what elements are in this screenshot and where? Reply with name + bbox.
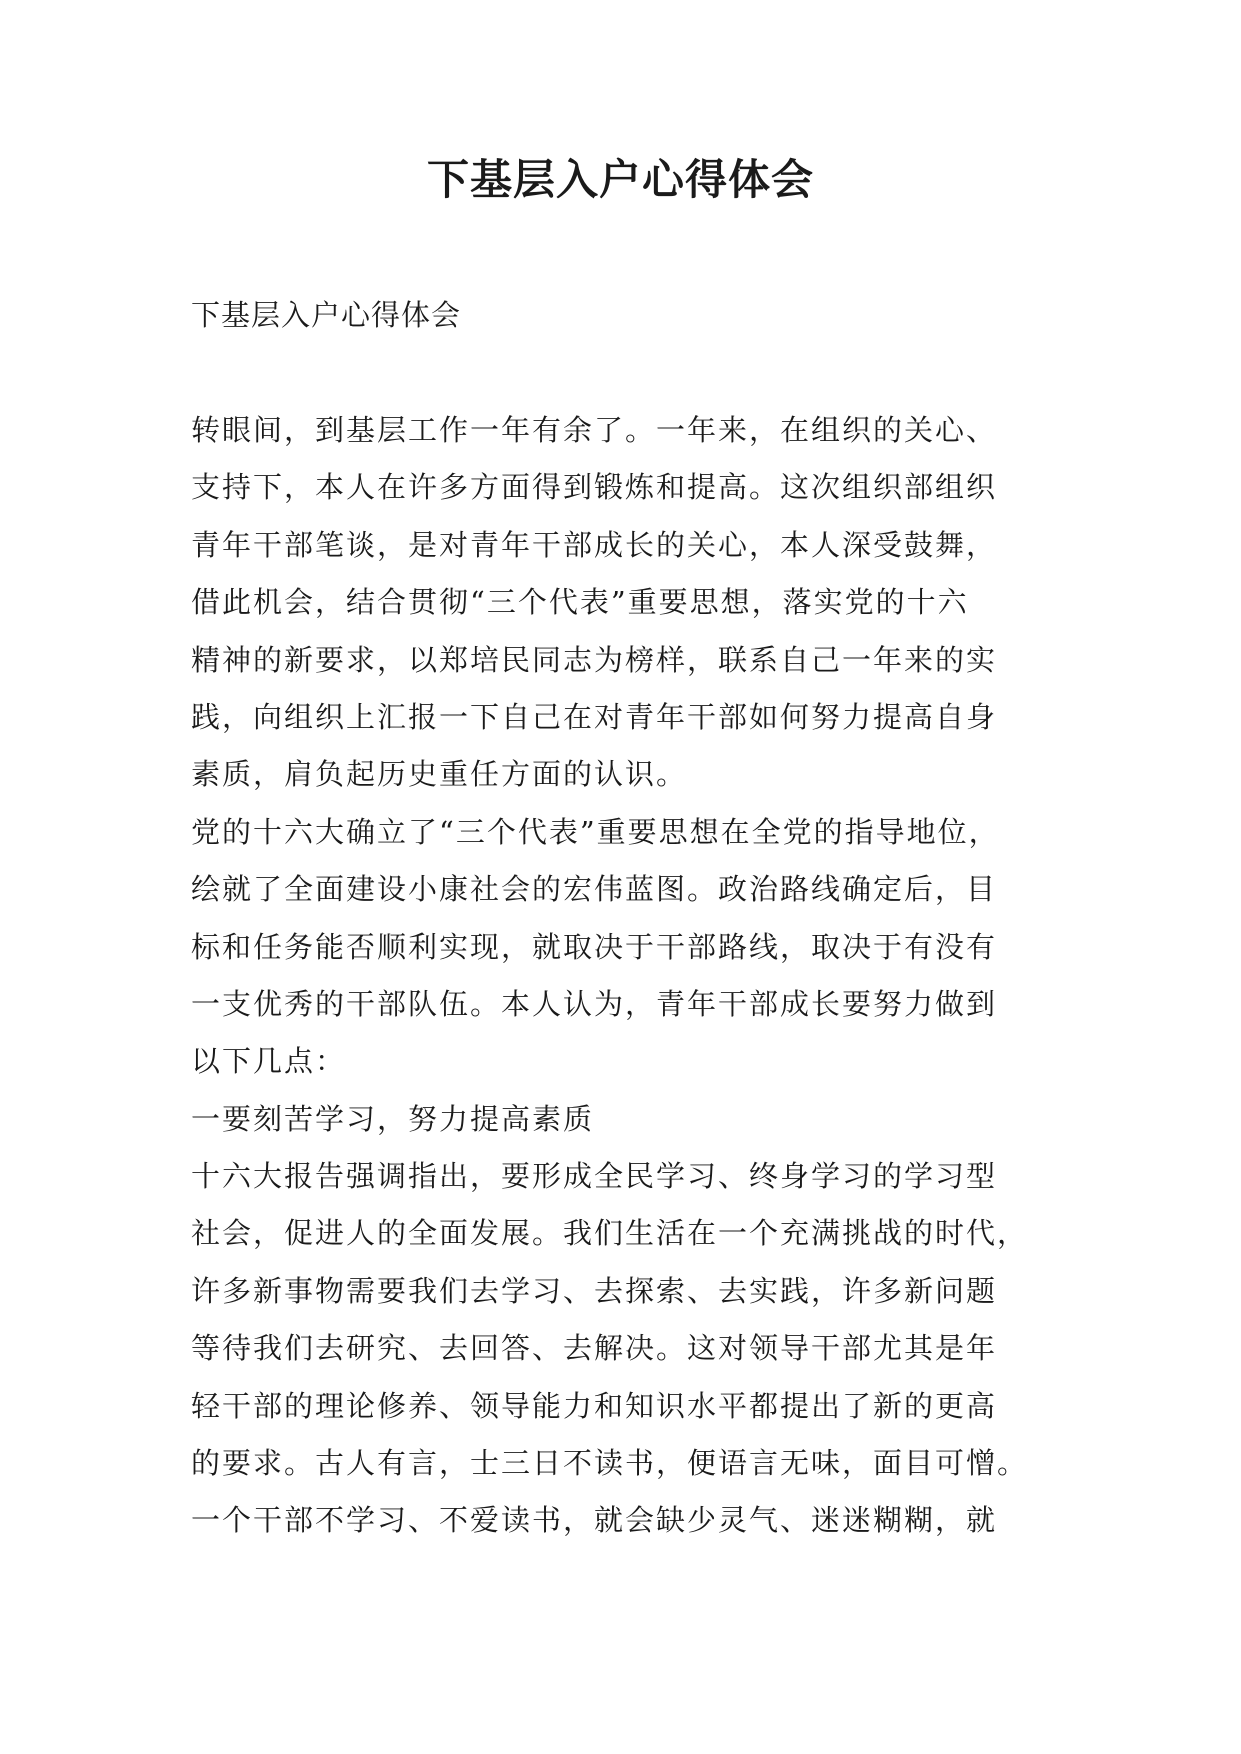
document-body: [191, 402, 1071, 1550]
body-line: 的要求。古人有言，士三日不读书，便语言无味，面目可憎。: [191, 1446, 1029, 1481]
body-line: 践，向组织上汇报一下自己在对青年干部如何努力提高自身: [191, 699, 998, 734]
document-subtitle: 下基层入户心得体会: [191, 298, 462, 332]
body-line: 十六大报告强调指出，要形成全民学习、终身学习的学习型: [191, 1159, 998, 1194]
body-line: 素质，肩负起历史重任方面的认识。: [191, 757, 688, 792]
body-line: 以下几点：: [191, 1044, 347, 1079]
body-line: 等待我们去研究、去回答、去解决。这对领导干部尤其是年: [191, 1331, 998, 1366]
body-line: 一个干部不学习、不爱读书，就会缺少灵气、迷迷糊糊，就: [191, 1503, 998, 1538]
document-title: 下基层入户心得体会: [426, 155, 814, 204]
body-line: 党的十六大确立了“三个代表”重要思想在全党的指导地位，: [191, 814, 1000, 849]
body-line: 社会，促进人的全面发展。我们生活在一个充满挑战的时代，: [191, 1216, 1029, 1251]
body-line: 一支优秀的干部队伍。本人认为，青年干部成长要努力做到: [191, 986, 998, 1021]
body-line: 青年干部笔谈，是对青年干部成长的关心，本人深受鼓舞，: [191, 527, 998, 562]
body-line: 轻干部的理论修养、领导能力和知识水平都提出了新的更高: [191, 1388, 998, 1423]
body-line: 借此机会，结合贯彻“三个代表”重要思想，落实党的十六: [191, 585, 969, 620]
body-line: 支持下，本人在许多方面得到锻炼和提高。这次组织部组织: [191, 470, 998, 505]
section-heading: 一要刻苦学习，努力提高素质: [191, 1101, 595, 1136]
body-line: 精神的新要求，以郑培民同志为榜样，联系自己一年来的实: [191, 642, 998, 677]
body-line: 许多新事物需要我们去学习、去探索、去实践，许多新问题: [191, 1273, 998, 1308]
body-line: 绘就了全面建设小康社会的宏伟蓝图。政治路线确定后，目: [191, 872, 998, 907]
body-line: 标和任务能否顺利实现，就取决于干部路线，取决于有没有: [191, 929, 998, 964]
body-line: 转眼间，到基层工作一年有余了。一年来，在组织的关心、: [191, 413, 998, 447]
